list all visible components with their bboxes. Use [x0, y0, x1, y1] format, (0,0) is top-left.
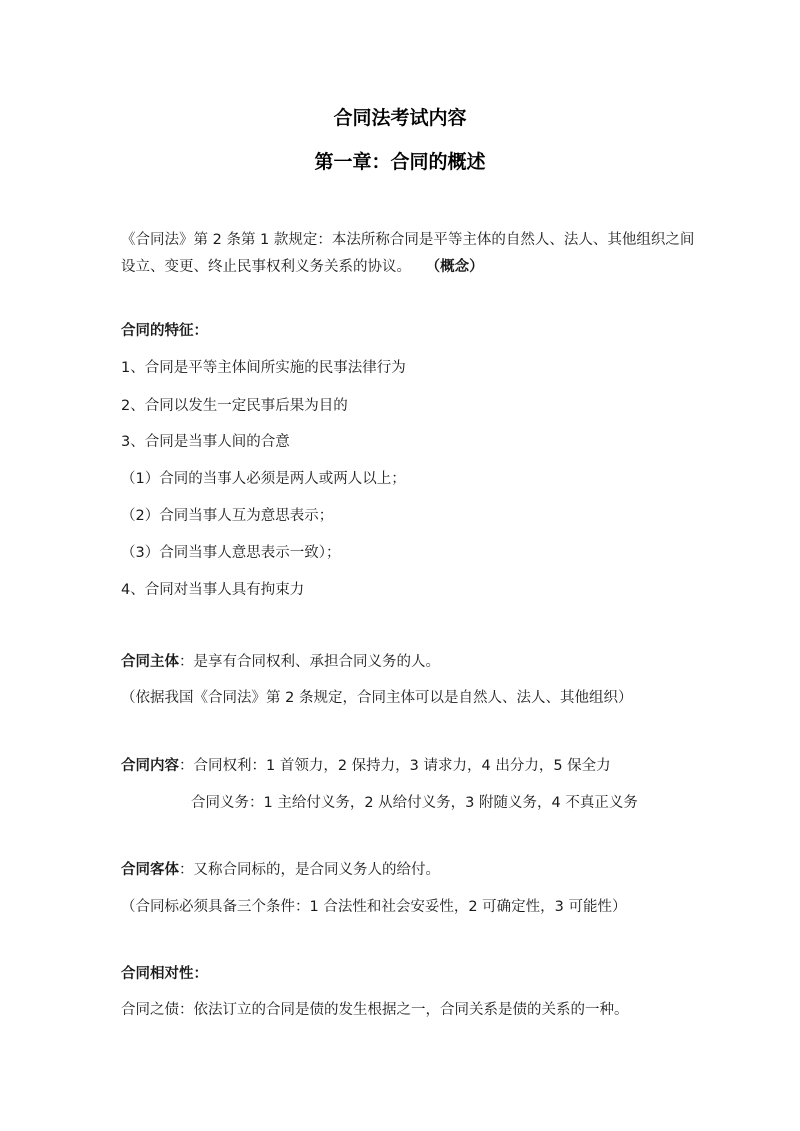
content-rights — [121, 756, 611, 776]
chapter-title: 第一章：合同的概述 — [314, 151, 486, 173]
feature-subitem: （3）合同当事人意思表示一致）； — [121, 545, 341, 561]
feature-subitem: （2）合同当事人互为意思表示； — [121, 508, 334, 524]
content-duties: 合同义务：1 主给付义务，2 从给付义务，3 附随义务，4 不真正义务 — [191, 795, 638, 811]
definition-line-1: 《合同法》第 2 条第 1 款规定：本法所称合同是平等主体的自然人、法人、其他组织之间 — [121, 232, 695, 248]
object-definition — [121, 860, 440, 880]
content-label: 合同内容 — [121, 758, 179, 774]
features-heading: 合同的特征： — [121, 323, 208, 339]
relativity-heading: 合同相对性： — [121, 966, 208, 982]
feature-item: 4、合同对当事人具有拘束力 — [121, 582, 305, 598]
subject-text: ：是享有合同权利、承担合同义务的人。 — [179, 654, 440, 670]
document-title: 合同法考试内容 — [333, 107, 467, 129]
definition-text: 设立、变更、终止民事权利义务关系的协议。 — [121, 259, 411, 275]
subject-label: 合同主体 — [121, 654, 179, 670]
definition-line-2 — [121, 257, 484, 277]
content-rights-text: ：合同权利：1 首领力，2 保持力，3 请求力，4 出分力，5 保全力 — [179, 758, 611, 774]
subject-note: （依据我国《合同法》第 2 条规定，合同主体可以是自然人、法人、其他组织） — [121, 690, 633, 706]
feature-item: 1、合同是平等主体间所实施的民事法律行为 — [121, 360, 406, 376]
feature-item: 2、合同以发生一定民事后果为目的 — [121, 398, 348, 414]
definition-note: （概念） — [425, 259, 484, 275]
object-label: 合同客体 — [121, 862, 179, 878]
object-text: ：又称合同标的，是合同义务人的给付。 — [179, 862, 440, 878]
object-note: （合同标必须具备三个条件：1 合法性和社会安妥性，2 可确定性，3 可能性） — [121, 899, 627, 915]
feature-item: 3、合同是当事人间的合意 — [121, 434, 290, 450]
feature-subitem: （1）合同的当事人必须是两人或两人以上； — [121, 471, 406, 487]
relativity-text: 合同之债：依法订立的合同是债的发生根据之一，合同关系是债的关系的一种。 — [121, 1002, 629, 1018]
subject-definition — [121, 652, 440, 672]
